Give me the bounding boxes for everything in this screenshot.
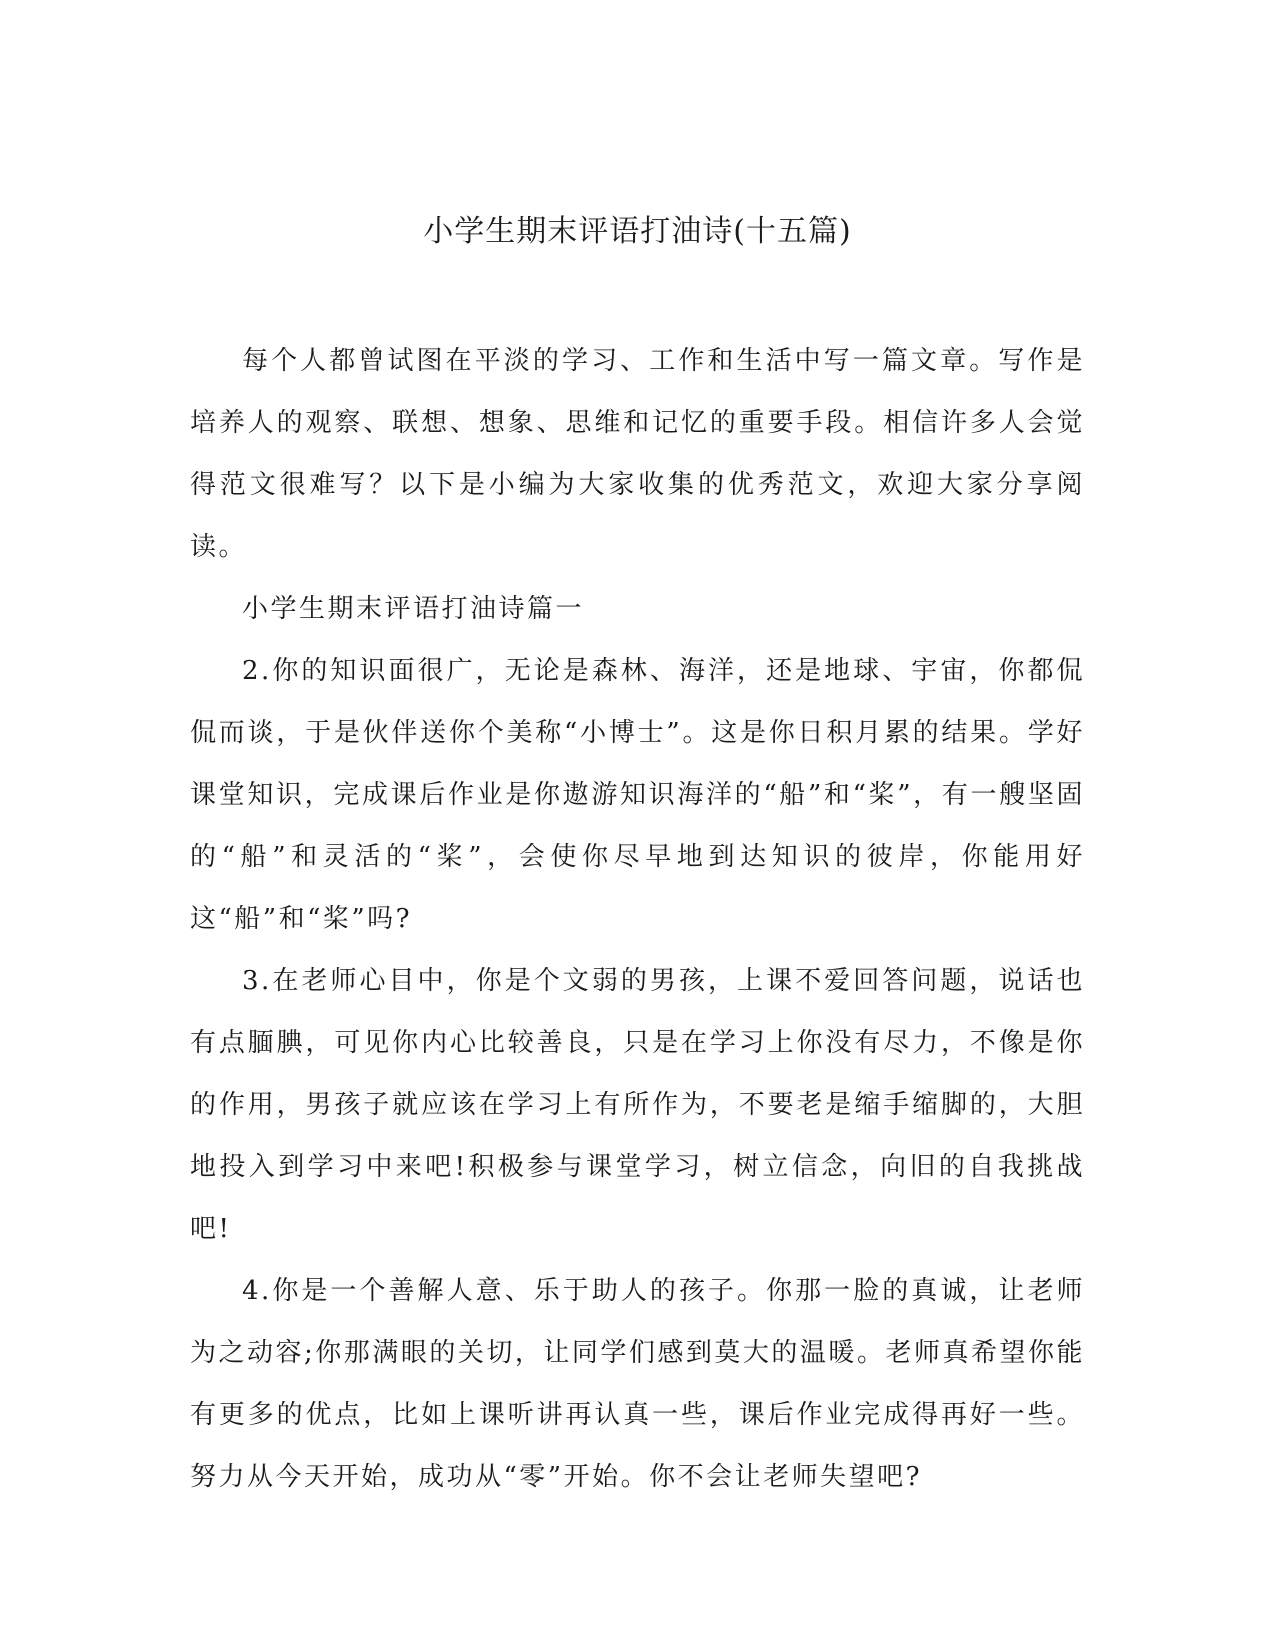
document-title: 小学生期末评语打油诗(十五篇) <box>423 214 852 249</box>
document-body <box>190 330 1085 1508</box>
comment-paragraph-3: 3.在老师心目中，你是个文弱的男孩，上课不爱回答问题，说话也有点腼腆，可见你内心比较善良，只是在学习上你没有尽力，不像是你的作用，男孩子就应该在学习上有所作为，不要老是缩手缩脚的，大胆地投入到学习中来吧!积极参与课堂学习，树立信念，向旧的自我挑战吧! <box>190 966 1085 1244</box>
comment-paragraph-2: 2.你的知识面很广，无论是森林、海洋，还是地球、宇宙，你都侃侃而谈，于是伙伴送你个美称“小博士”。这是你日积月累的结果。学好课堂知识，完成课后作业是你遨游知识海洋的“船”和“桨”，有一艘坚固的“船”和灵活的“桨”，会使你尽早地到达知识的彼岸，你能用好这“船”和“桨”吗? <box>190 656 1085 934</box>
section-heading: 小学生期末评语打油诗篇一 <box>242 594 585 624</box>
comment-paragraph-4: 4.你是一个善解人意、乐于助人的孩子。你那一脸的真诚，让老师为之动容;你那满眼的关切，让同学们感到莫大的温暖。老师真希望你能有更多的优点，比如上课听讲再认真一些，课后作业完成得再好一些。努力从今天开始，成功从“零”开始。你不会让老师失望吧? <box>190 1276 1085 1492</box>
intro-paragraph: 每个人都曾试图在平淡的学习、工作和生活中写一篇文章。写作是培养人的观察、联想、想象、思维和记忆的重要手段。相信许多人会觉得范文很难写？以下是小编为大家收集的优秀范文，欢迎大家分享阅读。 <box>190 346 1085 562</box>
